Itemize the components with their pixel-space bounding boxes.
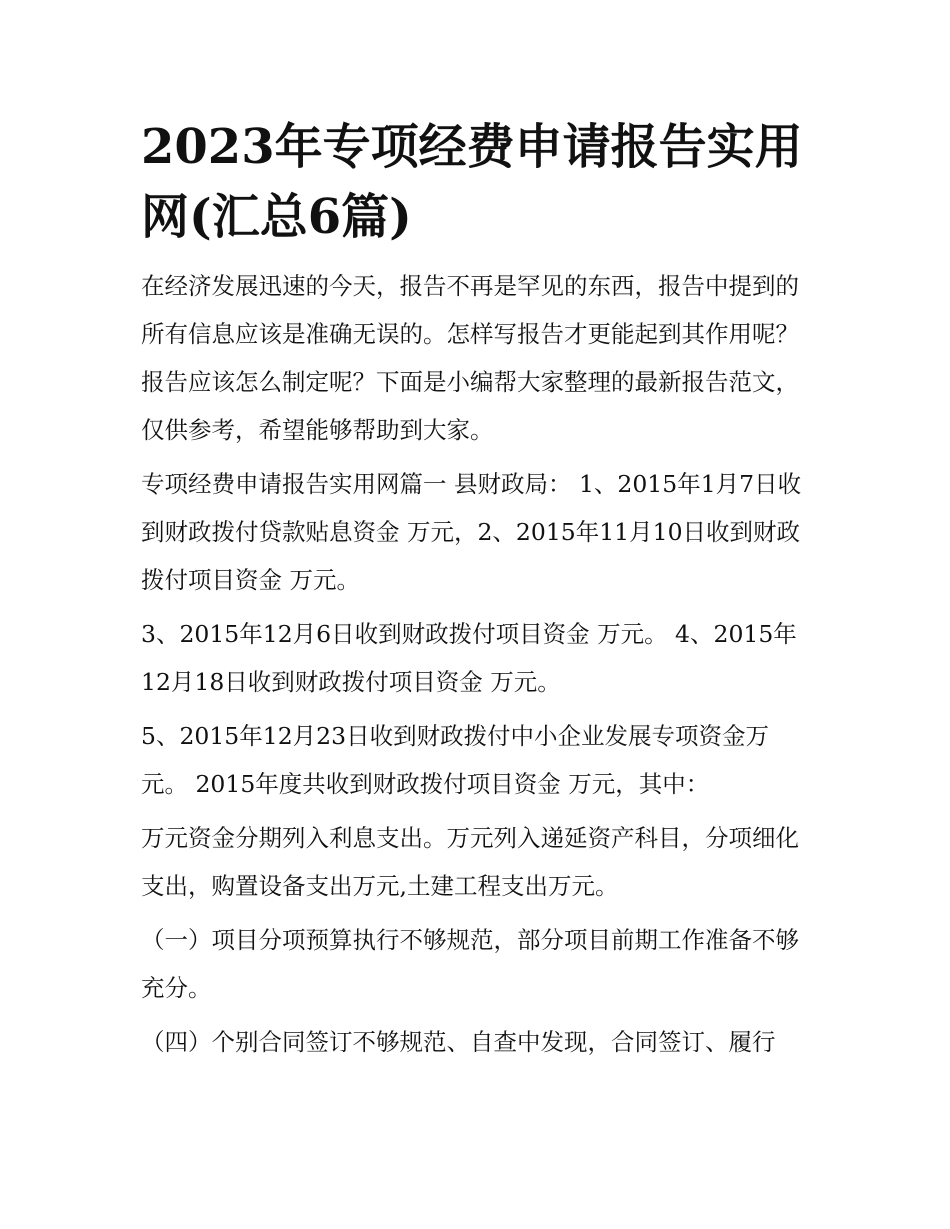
body-paragraph: 万元资金分期列入利息支出。万元列入递延资产科目，分项细化支出，购置设备支出万元,土建工程支出万元。	[141, 824, 799, 900]
body-paragraph: 5、2015年12月23日收到财政拨付中小企业发展专项资金万元。 2015年度共收到财政拨付项目资金 万元，其中：	[141, 722, 770, 798]
body-paragraph: （一）项目分项预算执行不够规范，部分项目前期工作准备不够充分。	[141, 926, 799, 1002]
body-paragraph: 3、2015年12月6日收到财政拨付项目资金 万元。 4、2015年12月18日收到财政拨付项目资金 万元。	[141, 620, 797, 696]
intro-paragraph: 在经济发展迅速的今天，报告不再是罕见的东西，报告中提到的所有信息应该是准确无误的。怎样写报告才更能起到其作用呢？报告应该怎么制定呢？下面是小编帮大家整理的最新报告范文，仅供参考，希望能够帮助到大家。	[141, 272, 799, 444]
document-body	[141, 262, 816, 1066]
body-paragraph: 专项经费申请报告实用网篇一 县财政局： 1、2015年1月7日收到财政拨付贷款贴息资金 万元，2、2015年11月10日收到财政拨付项目资金 万元。	[141, 470, 802, 594]
document-title: 2023年专项经费申请报告实用网(汇总6篇)	[141, 119, 803, 245]
body-paragraph: （四）个别合同签订不够规范、自查中发现，合同签订、履行	[141, 1028, 776, 1056]
document-page	[141, 112, 816, 1072]
